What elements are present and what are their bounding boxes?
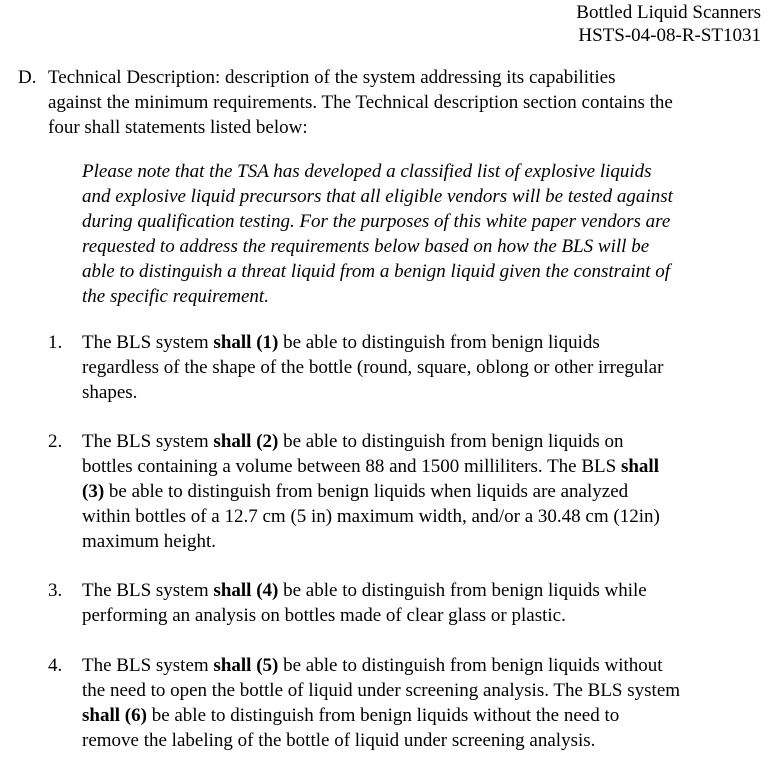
text-segment: four shall statements listed below: bbox=[48, 117, 308, 138]
text-segment: be able to distinguish from benign liquids while bbox=[278, 580, 647, 601]
text-line bbox=[82, 259, 673, 284]
text-segment: Technical Description: description of the system addressing its capabilities bbox=[48, 67, 616, 88]
text-segment: regardless of the shape of the bottle (round, square, oblong or other irregular bbox=[82, 357, 664, 378]
text-line bbox=[82, 529, 769, 554]
list-item-3 bbox=[0, 578, 769, 628]
item-number: 3. bbox=[48, 580, 63, 601]
text-line bbox=[82, 578, 769, 603]
bold-text: shall (6) bbox=[82, 705, 147, 726]
text-line bbox=[82, 330, 769, 355]
text-line bbox=[82, 209, 673, 234]
text-segment: bottles containing a volume between 88 and 1500 milliliters. The BLS bbox=[82, 456, 621, 477]
text-line bbox=[82, 454, 769, 479]
text-line bbox=[48, 90, 673, 115]
text-segment: and explosive liquid precursors that all eligible vendors will be tested against bbox=[82, 186, 673, 207]
text-line bbox=[82, 429, 769, 454]
text-segment: able to distinguish a threat liquid from a benign liquid given the constraint of bbox=[82, 261, 671, 282]
text-segment: during qualification testing. For the purposes of this white paper vendors are bbox=[82, 211, 671, 232]
text-segment: requested to address the requirements below based on how the BLS will be bbox=[82, 236, 650, 257]
text-line bbox=[82, 284, 673, 309]
text-line bbox=[82, 479, 769, 504]
text-segment: within bottles of a 12.7 cm (5 in) maximum width, and/or a 30.48 cm (12in) bbox=[82, 506, 660, 527]
bold-text: shall (2) bbox=[213, 431, 279, 452]
list-item-2 bbox=[0, 429, 769, 554]
item-number: 1. bbox=[48, 332, 63, 353]
bold-text: shall (1) bbox=[213, 332, 279, 353]
item-text bbox=[82, 330, 769, 405]
text-segment: the specific requirement. bbox=[82, 286, 269, 307]
bold-text: shall (4) bbox=[213, 580, 279, 601]
item-text bbox=[82, 578, 769, 628]
list-item-1 bbox=[0, 330, 769, 405]
text-line bbox=[82, 504, 769, 529]
text-line bbox=[82, 603, 769, 628]
item-number: 4. bbox=[48, 655, 63, 676]
section-description bbox=[48, 65, 673, 140]
header-doc-id: HSTS-04-08-R-ST1031 bbox=[578, 25, 761, 46]
bold-text: shall bbox=[620, 456, 659, 477]
text-segment: The BLS system bbox=[82, 332, 214, 353]
text-segment: performing an analysis on bottles made of clear glass or plastic. bbox=[82, 605, 566, 626]
page-header bbox=[576, 1, 761, 47]
text-segment: be able to distinguish from benign liquids when liquids are analyzed bbox=[104, 481, 629, 502]
text-segment: be able to distinguish from benign liquids without bbox=[278, 655, 663, 676]
text-line bbox=[82, 728, 769, 753]
text-line bbox=[82, 653, 769, 678]
bold-text: (3) bbox=[82, 481, 105, 502]
item-number: 2. bbox=[48, 431, 63, 452]
text-segment: maximum height. bbox=[82, 531, 217, 552]
bold-text: shall (5) bbox=[213, 655, 279, 676]
text-segment: be able to distinguish from benign liquids on bbox=[278, 431, 624, 452]
text-line bbox=[48, 115, 673, 140]
text-segment: The BLS system bbox=[82, 431, 214, 452]
text-segment: be able to distinguish from benign liquids without the need to bbox=[146, 705, 620, 726]
header-title: Bottled Liquid Scanners bbox=[576, 2, 761, 23]
text-line bbox=[82, 380, 769, 405]
text-segment: the need to open the bottle of liquid under screening analysis. The BLS system bbox=[82, 680, 681, 701]
text-line bbox=[48, 65, 673, 90]
text-line bbox=[82, 184, 673, 209]
text-segment: remove the labeling of the bottle of liquid under screening analysis. bbox=[82, 730, 596, 751]
list-item-4 bbox=[0, 653, 769, 753]
note-paragraph bbox=[82, 159, 673, 309]
section-label: D. bbox=[18, 67, 37, 88]
text-line bbox=[82, 355, 769, 380]
text-segment: The BLS system bbox=[82, 580, 214, 601]
text-segment: The BLS system bbox=[82, 655, 214, 676]
text-line bbox=[82, 703, 769, 728]
text-segment: shapes. bbox=[82, 382, 138, 403]
text-segment: against the minimum requirements. The Technical description section contains the bbox=[48, 92, 673, 113]
text-segment: Please note that the TSA has developed a classified list of explosive liquids bbox=[82, 161, 652, 182]
item-text bbox=[82, 653, 769, 753]
text-line bbox=[82, 159, 673, 184]
text-line bbox=[82, 678, 769, 703]
item-text bbox=[82, 429, 769, 554]
text-line bbox=[82, 234, 673, 259]
text-segment: be able to distinguish from benign liquids bbox=[278, 332, 600, 353]
